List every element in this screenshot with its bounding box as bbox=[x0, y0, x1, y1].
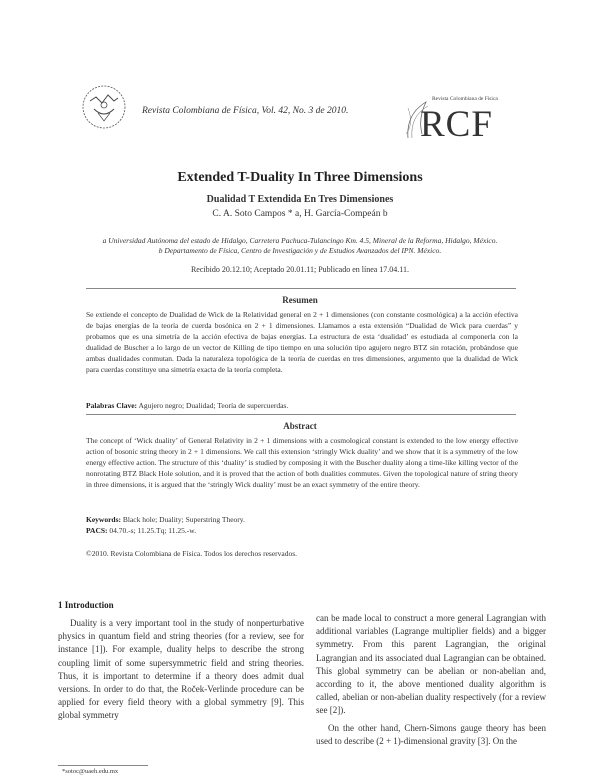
author-email-footnote: *sotoc@uaeh.edu.mx bbox=[62, 768, 119, 775]
intro-paragraph: can be made local to construct a more general Lagrangian with additional variables (Lagrange multiplier fields) and a bigger symmetry. From this parent Lagrangian, the original Lagrangian and its associated dual Lagrangian can be obtained. This global symmetry can be abelian or non-abelian and, according to it, the above mentioned duality algorithm is called, abelian or non-abelian duality respectively (for a review see [2]). bbox=[316, 613, 546, 716]
paper-subtitle: Dualidad T Extendida En Tres Dimensiones bbox=[206, 194, 394, 205]
resumen-keywords: Palabras Clave: Agujero negro; Dualidad; Teoría de supercuerdas. bbox=[86, 401, 289, 410]
section-heading-introduction: 1 Introduction bbox=[58, 600, 114, 610]
author-list: C. A. Soto Campos * a, H. García-Compeán b bbox=[212, 209, 388, 219]
publication-dates: Recibido 20.12.10; Aceptado 20.01.11; Publicado en línea 17.04.11. bbox=[190, 265, 410, 274]
abstract-keywords: Keywords: Black hole; Duality; Superstring Theory. bbox=[86, 515, 245, 524]
resumen-text: Se extiende el concepto de Dualidad de Wick de la Relatividad general en 2 + 1 dimensiones (con constante cosmológica) a la acción efectiva de bajas energías de la teoría de cuerda bosónica en 2 + 1 dimensiones. Llamamos a esta extensión “Dualidad de Wick para cuerdas” y probamos que es una simetría de la acción efectiva de bajas energías. La estructura de esta ‘dualidad’ es estudiada al componerla con la dualidad de Buscher a lo largo de un vector de Killing de tipo tiempo en una solución tipo agujero negro BTZ sin rotación, probándose que ambas dualidades conmutan. Dada la naturaleza topológica de la teoría de cuerdas en tres dimensiones, argumento que la dualidad de Wick para cuerdas constituye una simetría exacta de la teoría completa. bbox=[86, 310, 518, 374]
university-seal-logo bbox=[80, 83, 128, 131]
paper-title: Extended T-Duality In Three Dimensions bbox=[177, 170, 423, 185]
intro-paragraph: On the other hand, Chern-Simons gauge theory has been used to describe (2 + 1)-dimensional gravity [3]. On the bbox=[316, 722, 546, 746]
intro-paragraph: Duality is a very important tool in the study of nonperturbative physics in quantum field and string theories (for a review, see for instance [1]). For example, duality helps to describe the strong coupling limit of some supersymmetric field and string theories. Thus, it is important to determine if a theory does admit dual versions. In order to do that, the Roček-Verlinde procedure can be applied for every field theory with a global symmetry [9]. This global symmetry bbox=[58, 618, 304, 721]
divider bbox=[86, 414, 516, 415]
intro-right-column bbox=[316, 612, 546, 748]
abstract-heading: Abstract bbox=[283, 421, 317, 431]
rcf-logo-caption: Revista Colombiana de Física bbox=[432, 96, 498, 102]
affiliation-b: b Departamento de Física, Centro de Investigación y de Estudios Avanzados del IPN. México. bbox=[158, 246, 442, 255]
affiliation-a: a Universidad Autónoma del estado de Hidalgo, Carretera Pachuca-Tulancingo Km. 4.5, Mineral de la Reforma, Hidalgo, México. bbox=[102, 236, 498, 245]
pacs-codes: PACS: 04.70.-s; 11.25.Tq; 11.25.-w. bbox=[86, 526, 197, 535]
resumen-heading: Resumen bbox=[282, 295, 318, 305]
footnote-divider bbox=[58, 765, 148, 766]
intro-left-column bbox=[58, 617, 304, 723]
copyright-notice: ©2010. Revista Colombiana de Física. Todos los derechos reservados. bbox=[86, 549, 298, 558]
journal-citation: Revista Colombiana de Física, Vol. 42, No. 3 de 2010. bbox=[142, 106, 349, 116]
rcf-logo-text: RCF bbox=[420, 104, 493, 145]
abstract-text: The concept of ‘Wick duality’ of General Relativity in 2 + 1 dimensions with a cosmological constant is extended to the low energy effective action of bosonic string theory in 2 + 1 dimensions. We call this extension ‘stringly Wick duality’ and we show that it is a symmetry of the low energy effective action. The structure of this ‘duality’ is studied by composing it with the Buscher duality along a time-like killing vector of the nonrotating BTZ Black Hole solution, and it is proved that the action of both dualities commutes. Given the topological nature of string theory in three dimensions, it is argued that the ‘stringly Wick duality’ must be an exact symmetry of the entire theory. bbox=[86, 436, 518, 489]
divider bbox=[86, 288, 516, 289]
